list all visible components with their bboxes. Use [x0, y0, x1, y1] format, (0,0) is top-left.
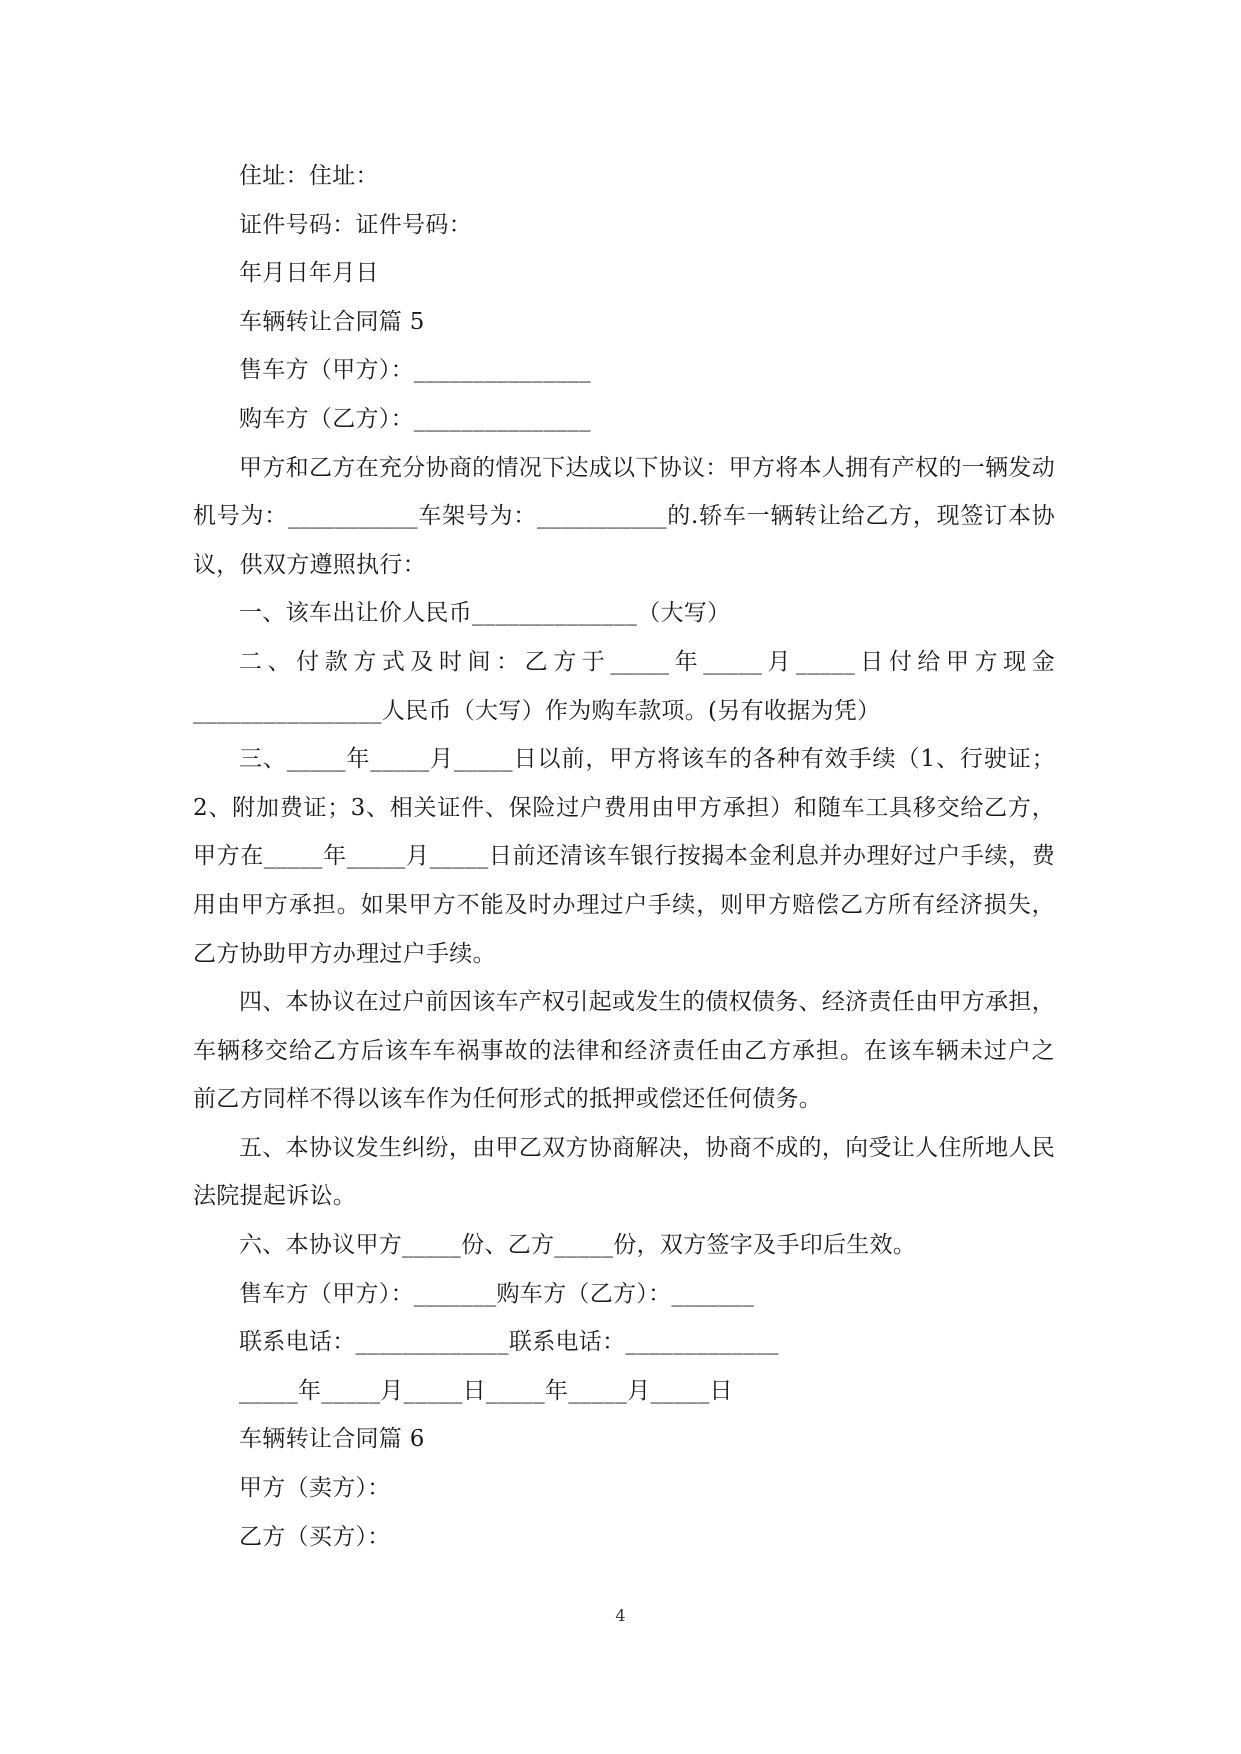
party-b-line: 乙方（买方）：	[239, 1523, 391, 1550]
signature-date-line: _____年_____月_____日_____年_____月_____日	[239, 1377, 733, 1404]
date-line: 年月日年月日	[239, 260, 379, 287]
clause-6-line: 六、本协议甲方_____份、乙方_____份，双方签字及手印后生效。	[239, 1232, 917, 1259]
section-heading: 车辆转让合同篇 5	[239, 308, 425, 335]
clause-5-paragraph: 五、本协议发生纠纷，由甲乙双方协商解决，协商不成的，向受让人住所地人民法院提起诉讼。	[193, 1134, 1055, 1210]
signature-line: 售车方（甲方）：_______购车方（乙方）：_______	[239, 1280, 754, 1307]
clause-1-paragraph: 一、该车出让价人民币______________（大写）	[239, 600, 731, 627]
clause-2-paragraph: 二、付款方式及时间：乙方于_____年_____月_____日付给甲方现金________________人民币（大写）作为购车款项。(另有收据为凭）	[193, 648, 1055, 724]
party-a-line: 甲方（卖方）：	[239, 1475, 391, 1502]
phone-line: 联系电话：_____________联系电话：_____________	[239, 1329, 779, 1356]
document-body	[193, 152, 1055, 1561]
buyer-line: 购车方（乙方）：_______________	[239, 405, 591, 432]
section-heading-6: 车辆转让合同篇 6	[239, 1426, 425, 1453]
agreement-intro-paragraph: 甲方和乙方在充分协商的情况下达成以下协议：甲方将本人拥有产权的一辆发动机号为：___________车架号为：___________的.轿车一辆转让给乙方，现签订本协议，供双方遵照执行：	[193, 454, 1055, 578]
seller-line: 售车方（甲方）：_______________	[239, 357, 591, 384]
id-number-line: 证件号码：证件号码：	[239, 211, 472, 238]
clause-3-paragraph: 三、_____年_____月_____日以前，甲方将该车的各种有效手续（1、行驶证；2、附加费证；3、相关证件、保险过户费用由甲方承担）和随车工具移交给乙方，甲方在_____年_____月_____日前还清该车银行按揭本金利息并办理好过户手续，费用由甲方承担。如果甲方不能及时办理过户手续，则甲方赔偿乙方所有经济损失，乙方协助甲方办理过户手续。	[193, 746, 1055, 967]
clause-4-paragraph: 四、本协议在过户前因该车产权引起或发生的债权债务、经济责任由甲方承担，车辆移交给乙方后该车车祸事故的法律和经济责任由乙方承担。在该车辆未过户之前乙方同样不得以该车作为任何形式的抵押或偿还任何债务。	[193, 989, 1055, 1113]
address-line: 住址：住址：	[239, 163, 379, 189]
page-number: 4	[615, 1606, 626, 1625]
